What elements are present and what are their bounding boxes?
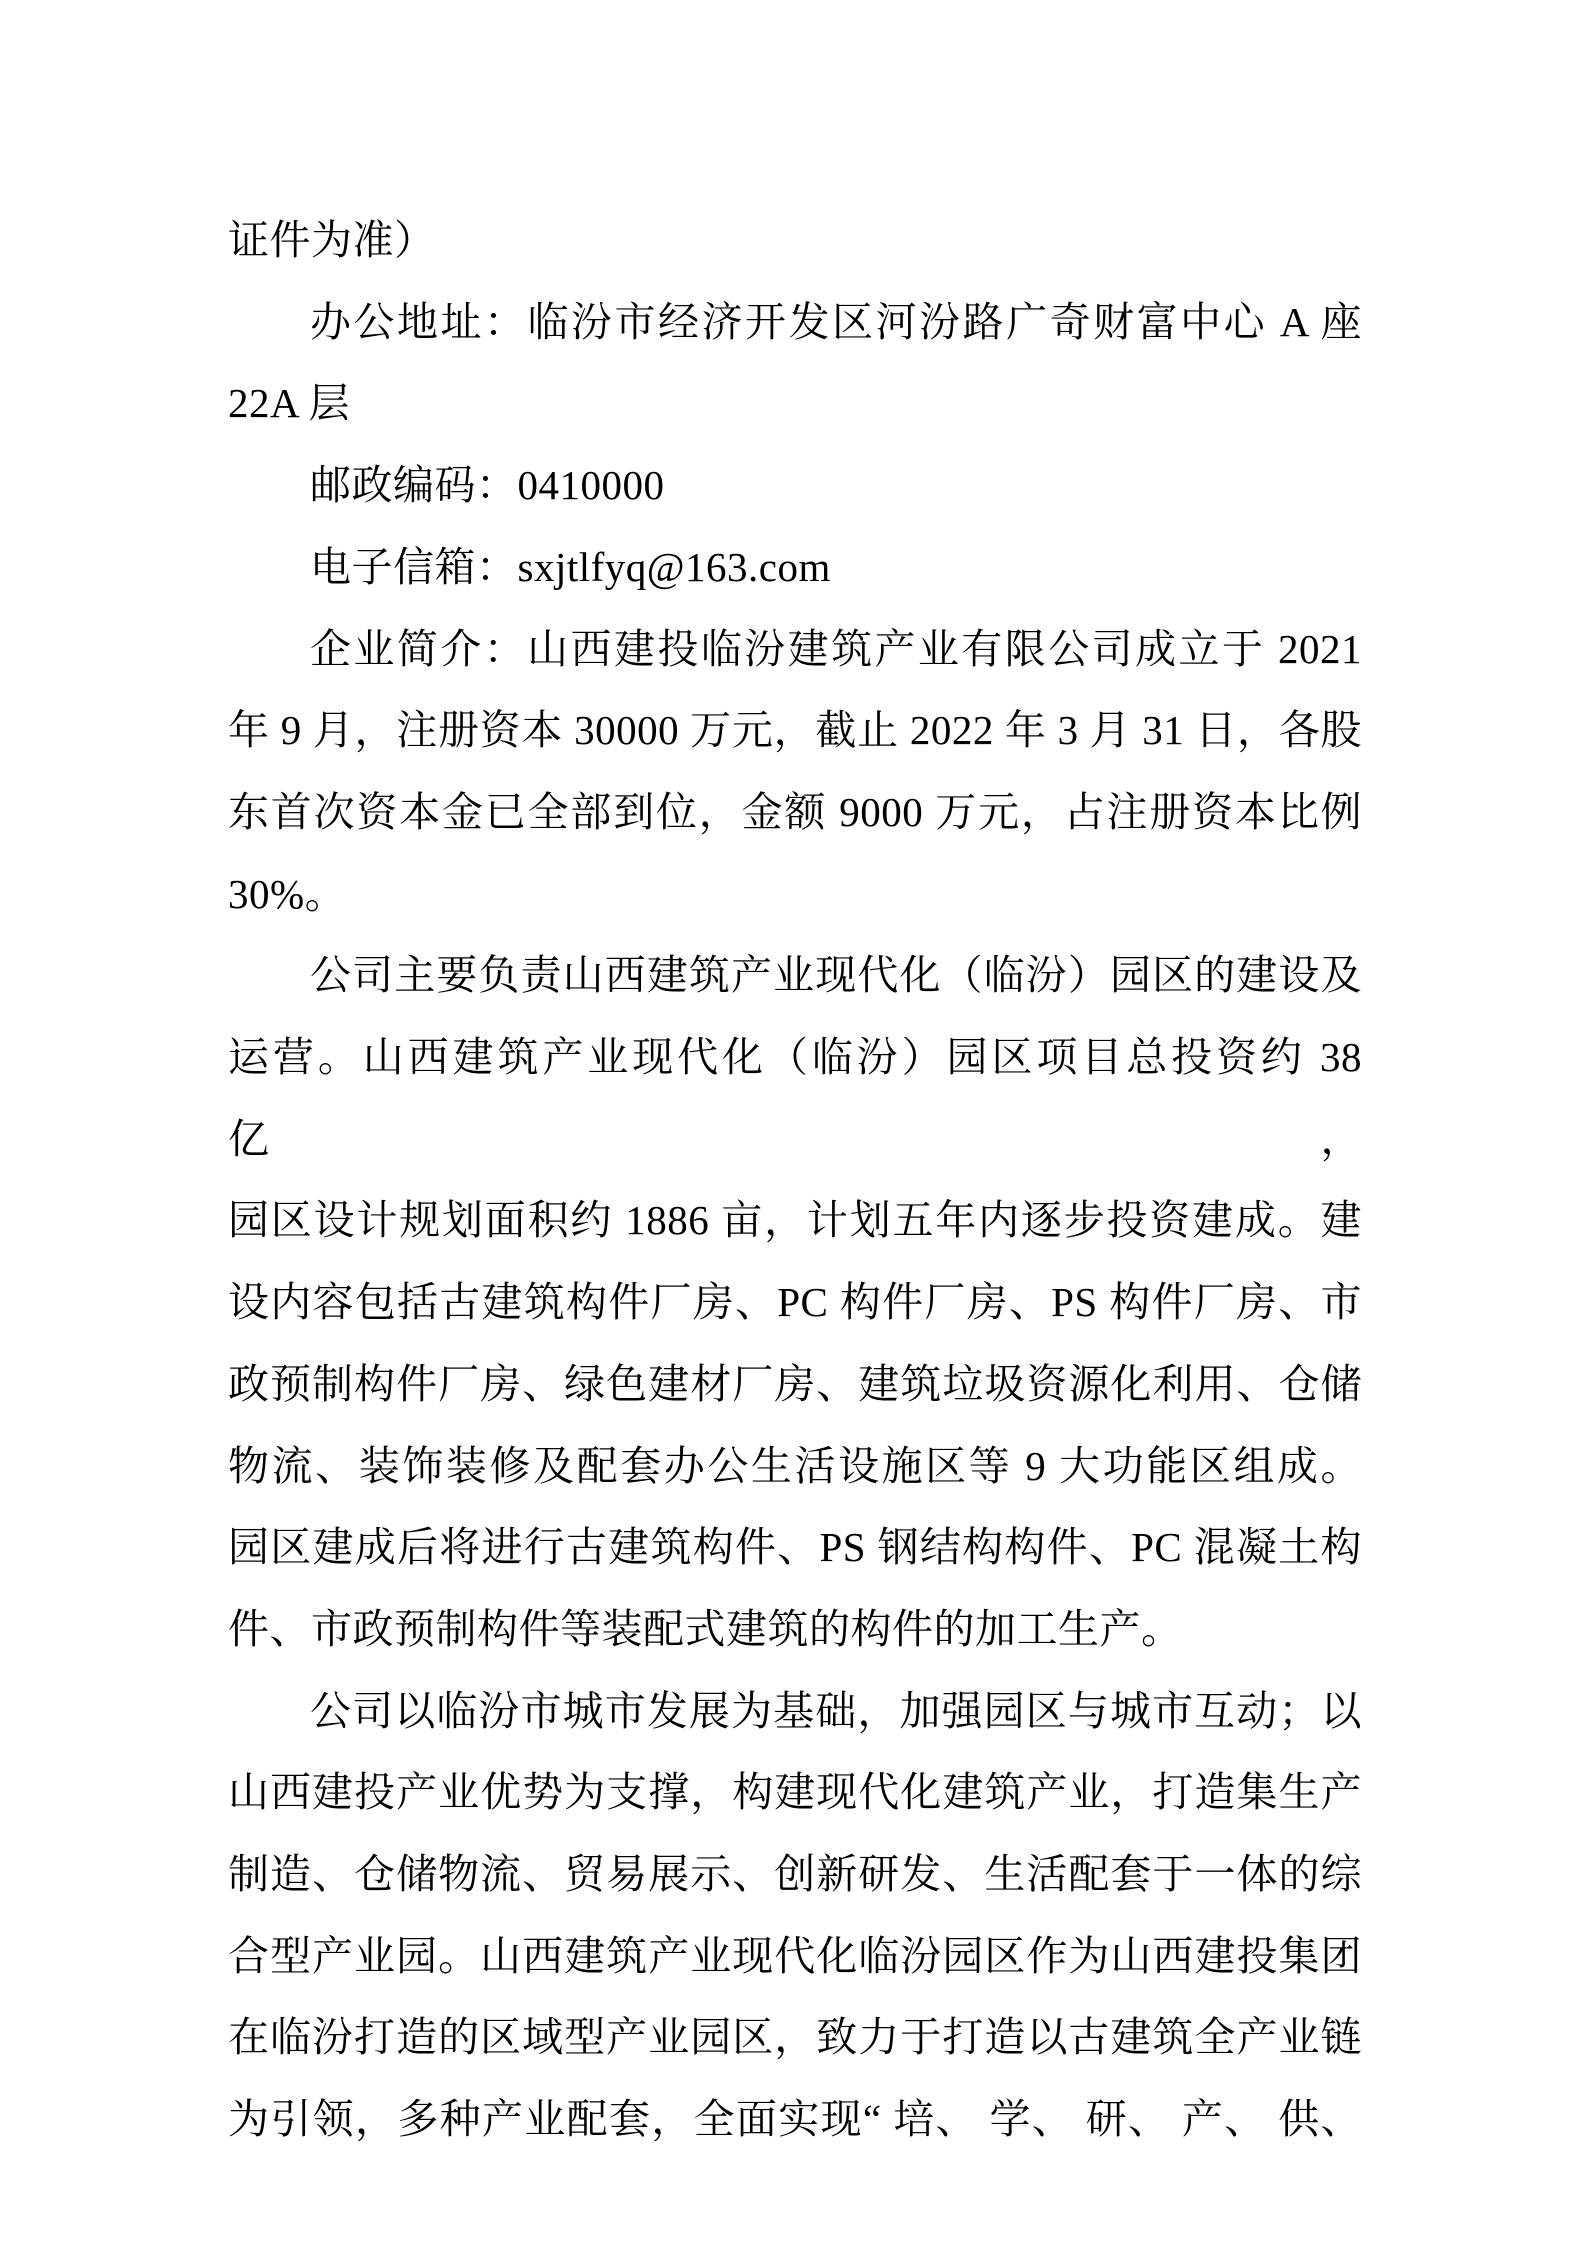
text-line: 山西建投产业优势为支撑，构建现代化建筑产业，打造集生产 — [228, 1769, 1362, 1816]
text-line: 在临汾打造的区域型产业园区，致力于打造以古建筑全产业链 — [228, 2014, 1362, 2061]
text-line: 运营。山西建筑产业现代化（临汾）园区项目总投资约 38 亿， — [228, 1034, 1362, 1162]
text-line: 公司主要负责山西建筑产业现代化（临汾）园区的建设及 — [310, 952, 1362, 999]
document-body — [228, 200, 1362, 2161]
text-line: 企业简介：山西建投临汾建筑产业有限公司成立于 2021 — [310, 625, 1362, 672]
text-line: 园区设计规划面积约 1886 亩，计划五年内逐步投资建成。建 — [228, 1197, 1362, 1244]
text-line: 30%。 — [228, 870, 347, 917]
paragraph — [228, 935, 1362, 1670]
paragraph — [228, 445, 1362, 527]
text-line: 办公地址：临汾市经济开发区河汾路广奇财富中心 A 座 — [310, 298, 1362, 345]
text-line: 证件为准） — [228, 217, 436, 263]
text-line: 邮政编码：0410000 — [310, 462, 665, 509]
text-line: 件、市政预制构件等装配式建筑的构件的加工生产。 — [228, 1605, 1183, 1652]
text-line: 设内容包括古建筑构件厂房、PC 构件厂房、PS 构件厂房、市 — [228, 1279, 1362, 1326]
text-line: 东首次资本金已全部到位，金额 9000 万元，占注册资本比例 — [228, 788, 1362, 835]
text-line: 22A 层 — [228, 380, 351, 427]
text-line: 公司以临汾市城市发展为基础，加强园区与城市互动；以 — [310, 1687, 1362, 1734]
text-line: 园区建成后将进行古建筑构件、PS 钢结构构件、PC 混凝土构 — [228, 1524, 1362, 1571]
text-line: 电子信箱：sxjtlfyq@163.com — [310, 543, 831, 590]
text-line: 政预制构件厂房、绿色建材厂房、建筑垃圾资源化利用、仓储 — [228, 1360, 1362, 1407]
text-line: 为引领，多种产业配套，全面实现“ 培、 学、 研、 产、 供、 — [228, 2096, 1362, 2143]
paragraph — [228, 527, 1362, 609]
text-line: 合型产业园。山西建筑产业现代化临汾园区作为山西建投集团 — [228, 1932, 1362, 1979]
paragraph — [228, 1671, 1362, 2161]
text-line: 物流、装饰装修及配套办公生活设施区等 9 大功能区组成。 — [228, 1442, 1362, 1489]
paragraph — [228, 282, 1362, 445]
paragraph — [228, 609, 1362, 936]
text-line: 制造、仓储物流、贸易展示、创新研发、生活配套于一体的综 — [228, 1851, 1362, 1898]
paragraph — [228, 200, 1362, 282]
text-line: 年 9 月，注册资本 30000 万元，截止 2022 年 3 月 31 日，各股 — [228, 707, 1362, 754]
